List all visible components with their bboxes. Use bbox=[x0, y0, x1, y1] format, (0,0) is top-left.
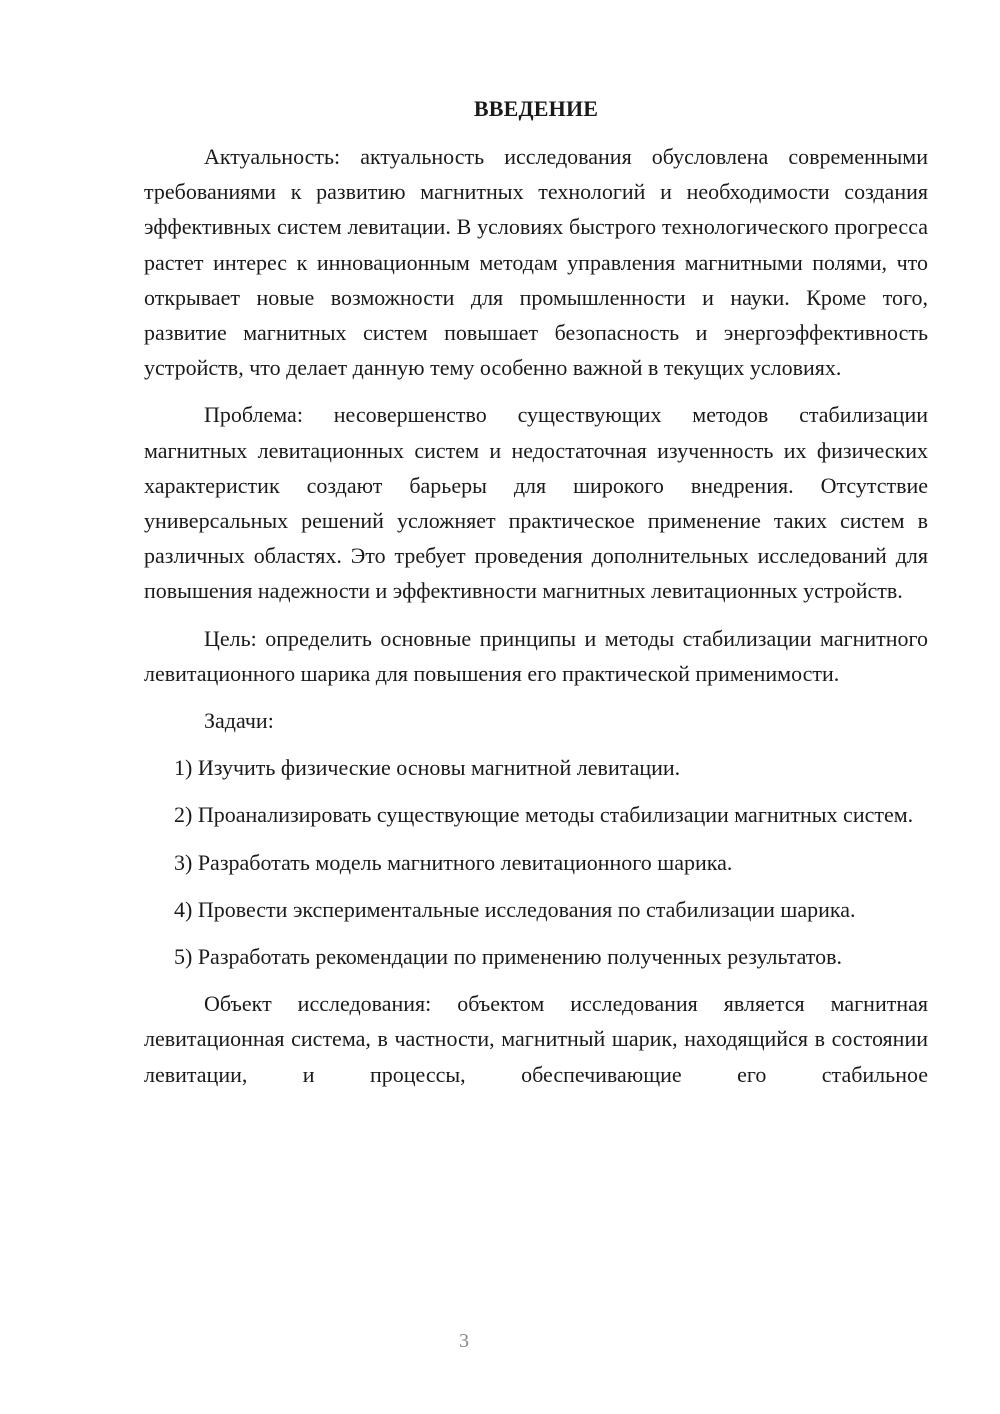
task-item-2: 2) Проанализировать существующие методы стабилизации магнитных систем. bbox=[174, 802, 914, 828]
task-item-3: 3) Разработать модель магнитного левитационного шарика. bbox=[174, 849, 733, 875]
section-title: ВВЕДЕНИЕ bbox=[473, 96, 599, 121]
paragraph-problem: Проблема: несовершенство существующих методов стабилизации магнитных левитационных систем и недостаточная изученность их физических характеристик создают барьеры для широкого внедрения. Отсутствие универсальных решений усложняет практическое применение таких систем в различных областях. Это требует проведения дополнительных исследований для повышения надежности и эффективности магнитных левитационных устройств. bbox=[144, 402, 928, 604]
paragraph-relevance: Актуальность: актуальность исследования обусловлена современными требованиями к развитию магнитных технологий и необходимости создания эффективных систем левитации. В условиях быстрого технологического прогресса растет интерес к инновационным методам управления магнитными полями, что открывает новые возможности для промышленности и науки. Кроме того, развитие магнитных систем повышает безопасность и энергоэффективность устройств, что делает данную тему особенно важной в текущих условиях. bbox=[144, 144, 928, 381]
task-item-5: 5) Разработать рекомендации по применению полученных результатов. bbox=[174, 944, 842, 970]
task-item-1: 1) Изучить физические основы магнитной левитации. bbox=[174, 755, 681, 781]
tasks-list bbox=[144, 750, 928, 974]
task-item-4: 4) Провести экспериментальные исследования по стабилизации шарика. bbox=[174, 896, 856, 922]
tasks-heading: Задачи: bbox=[204, 708, 274, 734]
page-number: 3 bbox=[459, 1330, 469, 1352]
paragraph-object: Объект исследования: объектом исследования является магнитная левитационная система, в частности, магнитный шарик, находящийся в состоянии левитации, и процессы, обеспечивающие его стабильное bbox=[144, 991, 928, 1087]
page-content bbox=[144, 92, 928, 1104]
paragraph-goal: Цель: определить основные принципы и методы стабилизации магнитного левитационного шарика для повышения его практической применимости. bbox=[144, 625, 928, 686]
